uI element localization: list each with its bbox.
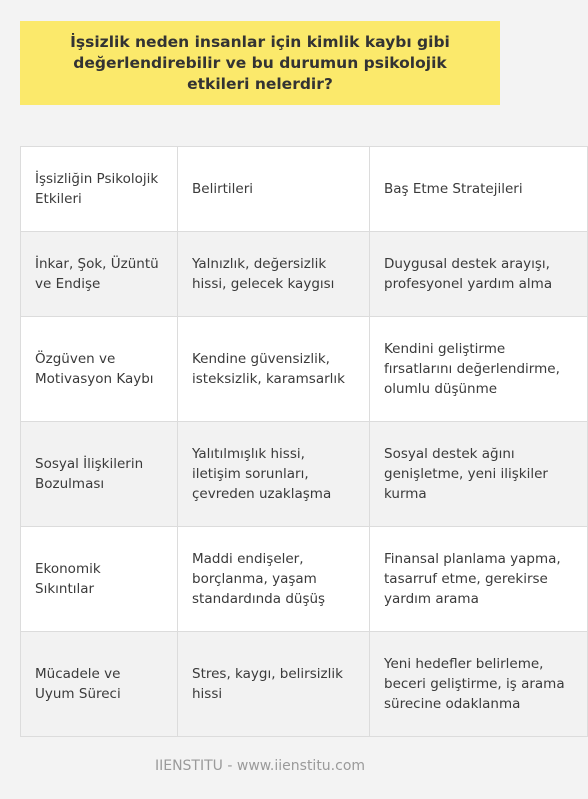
table-row	[21, 317, 588, 422]
table-cell: Yalnızlık, değersizlik hissi, gelecek kaygısı	[178, 232, 370, 317]
table-row	[21, 232, 588, 317]
table-row	[21, 422, 588, 527]
effects-table	[20, 146, 588, 737]
table-cell: Belirtileri	[178, 147, 370, 232]
table-row	[21, 527, 588, 632]
table-cell: Baş Etme Stratejileri	[370, 147, 588, 232]
table-cell: İşsizliğin Psikolojik Etkileri	[21, 147, 178, 232]
table-cell: Mücadele ve Uyum Süreci	[21, 632, 178, 737]
table-cell: Duygusal destek arayışı, profesyonel yardım alma	[370, 232, 588, 317]
table-row	[21, 632, 588, 737]
table-cell: Sosyal İlişkilerin Bozulması	[21, 422, 178, 527]
table-cell: Sosyal destek ağını genişletme, yeni ilişkiler kurma	[370, 422, 588, 527]
table-cell: Stres, kaygı, belirsizlik hissi	[178, 632, 370, 737]
question-banner	[20, 21, 500, 105]
table-cell: Ekonomik Sıkıntılar	[21, 527, 178, 632]
table-cell: Yeni hedefler belirleme, beceri geliştirme, iş arama sürecine odaklanma	[370, 632, 588, 737]
table-cell: Yalıtılmışlık hissi, iletişim sorunları, çevreden uzaklaşma	[178, 422, 370, 527]
table-cell: Kendini geliştirme fırsatlarını değerlendirme, olumlu düşünme	[370, 317, 588, 422]
table-cell: Kendine güvensizlik, isteksizlik, karamsarlık	[178, 317, 370, 422]
table-row	[21, 147, 588, 232]
table-cell: Özgüven ve Motivasyon Kaybı	[21, 317, 178, 422]
footer-credit: IIENSTITU - www.iienstitu.com	[154, 758, 366, 774]
table-cell: Maddi endişeler, borçlanma, yaşam standardında düşüş	[178, 527, 370, 632]
question-title: İşsizlik neden insanlar için kimlik kaybı gibi değerlendirebilir ve bu durumun psikolojik etkileri nelerdir?	[70, 32, 450, 93]
table-cell: İnkar, Şok, Üzüntü ve Endişe	[21, 232, 178, 317]
table-cell: Finansal planlama yapma, tasarruf etme, gerekirse yardım arama	[370, 527, 588, 632]
